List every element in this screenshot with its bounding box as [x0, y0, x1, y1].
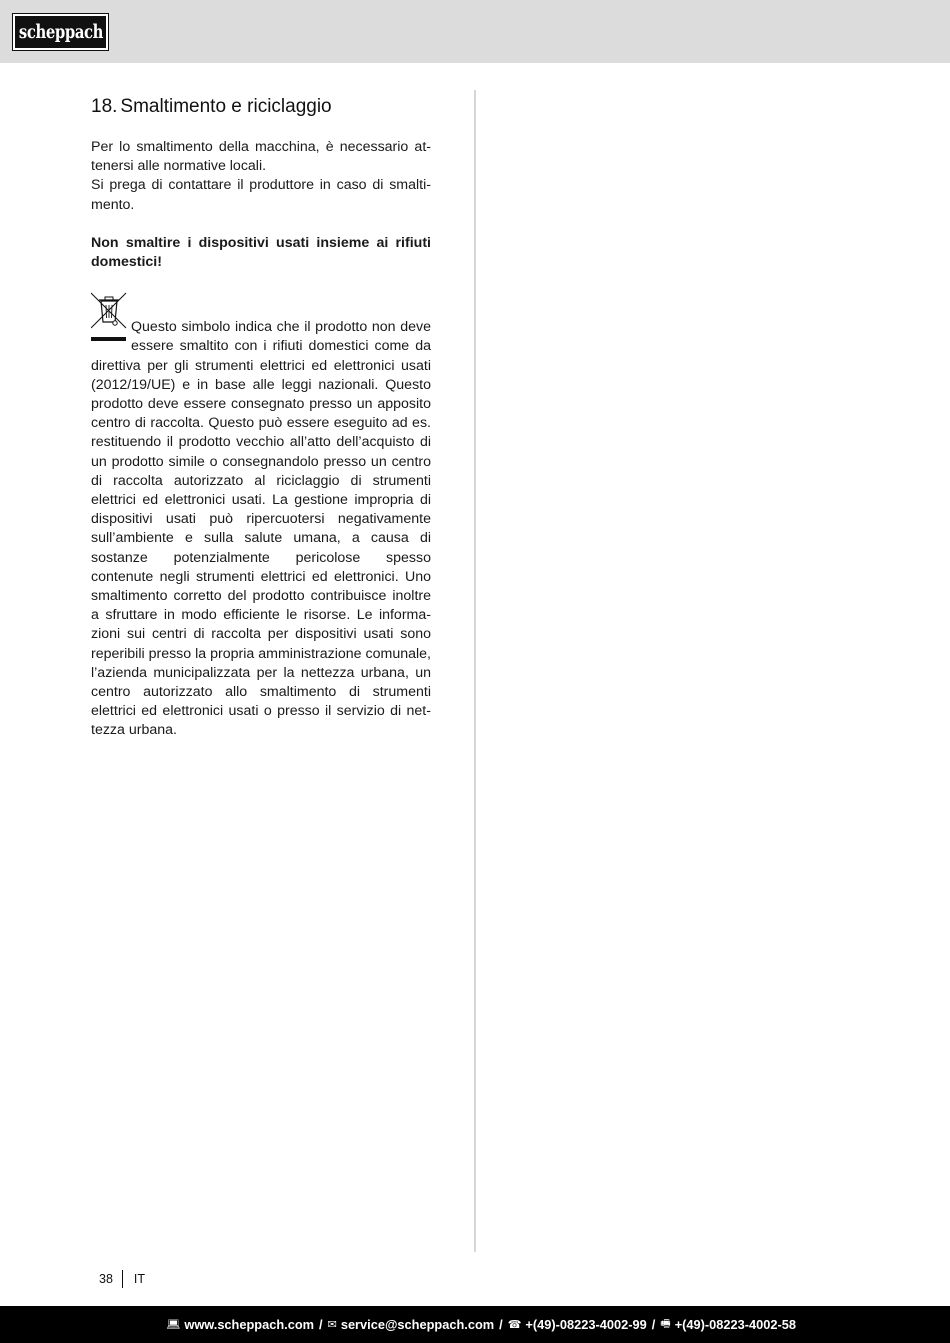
section-heading: [91, 94, 431, 120]
scheppach-logo: [13, 14, 108, 50]
contact-separator: /: [651, 1317, 656, 1332]
page-number-separator: [122, 1270, 123, 1288]
contact-manufacturer-paragraph: Si prega di contattare il produttore in caso di smaltimento.: [91, 177, 431, 213]
page-header: [0, 0, 950, 63]
crossed-out-wheelie-bin-icon: [91, 291, 130, 345]
contact-separator: /: [499, 1317, 503, 1332]
disposal-paragraph: Per lo smaltimento della macchina, è necessario attenersi alle normative locali.: [91, 139, 431, 175]
contact-line: [166, 1315, 796, 1334]
section-title: Smaltimento e riciclaggio: [120, 96, 332, 117]
main-column: [91, 94, 431, 741]
warning-text: Non smaltire i dispositivi usati insieme ai rifiuti domestici!: [91, 234, 431, 271]
email-link[interactable]: service@scheppach.com: [340, 1317, 495, 1332]
website-link[interactable]: www.scheppach.com: [184, 1317, 315, 1332]
phone-number: +(49)-08223-4002-99: [525, 1317, 647, 1332]
computer-icon: 💻︎: [166, 1318, 181, 1331]
contact-separator: /: [319, 1317, 323, 1332]
page-number: 38: [99, 1272, 113, 1286]
contact-bar: [0, 1306, 950, 1343]
weee-notice: [91, 291, 431, 740]
column-divider: [474, 90, 476, 1252]
page-number-footer: [99, 1270, 145, 1288]
logo-text: scheppach: [18, 21, 103, 43]
envelope-icon: ✉: [327, 1318, 337, 1331]
fax-number: +(49)-08223-4002-58: [674, 1317, 796, 1332]
language-code: IT: [133, 1272, 146, 1286]
weee-description: Questo simbolo indica che il prodotto non deve essere smaltito con i rifiuti domestici come da direttiva per gli strumenti elettrici ed elettronici usati (2012/19/UE) e in base alle leggi nazionali. Questo prodotto deve essere consegnato presso un apposito centro di raccolta. Questo può essere eseguito ad es. restituendo il prodotto vecchio all’atto dell’acquisto di un prodotto simile o consegnandolo presso un centro di raccolta autorizzato al riciclaggio di strumenti elettrici ed elettronici usati. La gestione impropria di dispositivi usati può ripercuotersi negativamente sull’ambiente e sulla salute umana, a causa di sostanze potenzialmente pericolose spesso contenute negli strumenti elettrici ed elettronici. Uno smaltimento corretto del prodotto contribuisce inoltre a sfruttare in modo efficiente le risorse. Le informazioni sui centri di raccolta per dispositivi usati sono reperibili presso la propria amministrazione comunale, l’azienda municipalizzata per la nettezza urbana, un centro autorizzato allo smaltimento di strumenti elettrici ed elettronici usati o presso il servizio di nettezza urbana.: [91, 319, 431, 739]
section-number: 18.: [91, 96, 118, 117]
telephone-icon: ☎: [507, 1318, 522, 1331]
fax-icon: 🖷: [660, 1317, 671, 1330]
